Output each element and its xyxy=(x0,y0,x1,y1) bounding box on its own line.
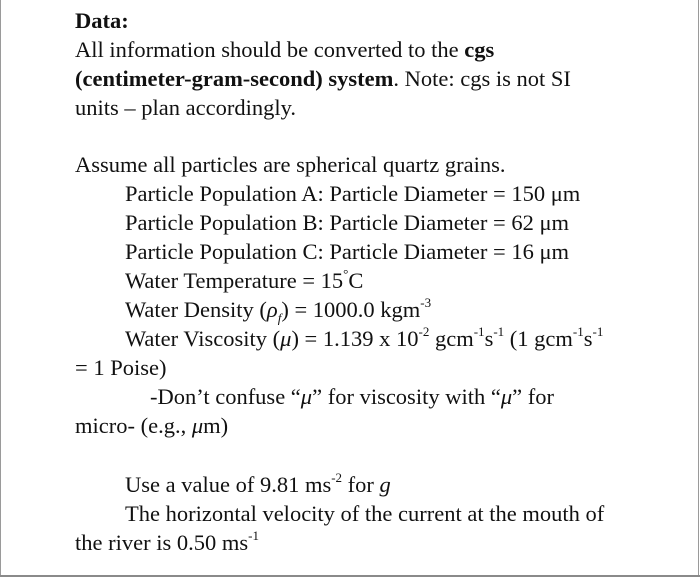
confuse-note-wrap: micro- (e.g., μm) xyxy=(75,413,229,438)
particle-b: Particle Population B: Particle Diameter = 62 μm xyxy=(125,210,570,235)
intro-line-1: All information should be converted to the cgs xyxy=(75,37,495,62)
water-temperature: Water Temperature = 15°C xyxy=(125,265,364,293)
water-density: Water Density $(\rho_f) = 1000.0$ kgm$^{-3}$ xyxy=(125,294,432,326)
gravity-line: Use a value of 9.81 $ms^{-2}$ for g xyxy=(125,469,391,497)
content xyxy=(75,6,675,557)
velocity-line-wrap: the river is 0.50 $ms^{-1}$ xyxy=(75,527,259,555)
confuse-note: -Don’t confuse “μ” for viscosity with “μ” for xyxy=(150,384,554,409)
intro-line-2: (centimeter-gram-second) system. Note: cgs is not SI xyxy=(75,66,571,91)
intro-line-3: units – plan accordingly. xyxy=(75,95,296,120)
heading: Data: xyxy=(75,8,129,33)
right-border xyxy=(698,0,699,576)
water-viscosity-wrap: = 1 Poise) xyxy=(75,355,167,380)
water-viscosity: Water Viscosity (μ) = 1.139 x $10^{-2}$ $gcm^{-1}s^{-1}$ (1 $gcm^{-1}s^{-1}$ xyxy=(125,323,604,351)
particle-a: Particle Population A: Particle Diameter = 150 μm xyxy=(125,181,581,206)
velocity-line: The horizontal velocity of the current at the mouth of xyxy=(125,501,605,526)
particle-c: Particle Population C: Particle Diameter = 16 μm xyxy=(125,239,570,264)
left-border xyxy=(0,0,1,576)
assume-line: Assume all particles are spherical quartz grains. xyxy=(75,152,506,177)
bottom-border xyxy=(0,575,700,577)
